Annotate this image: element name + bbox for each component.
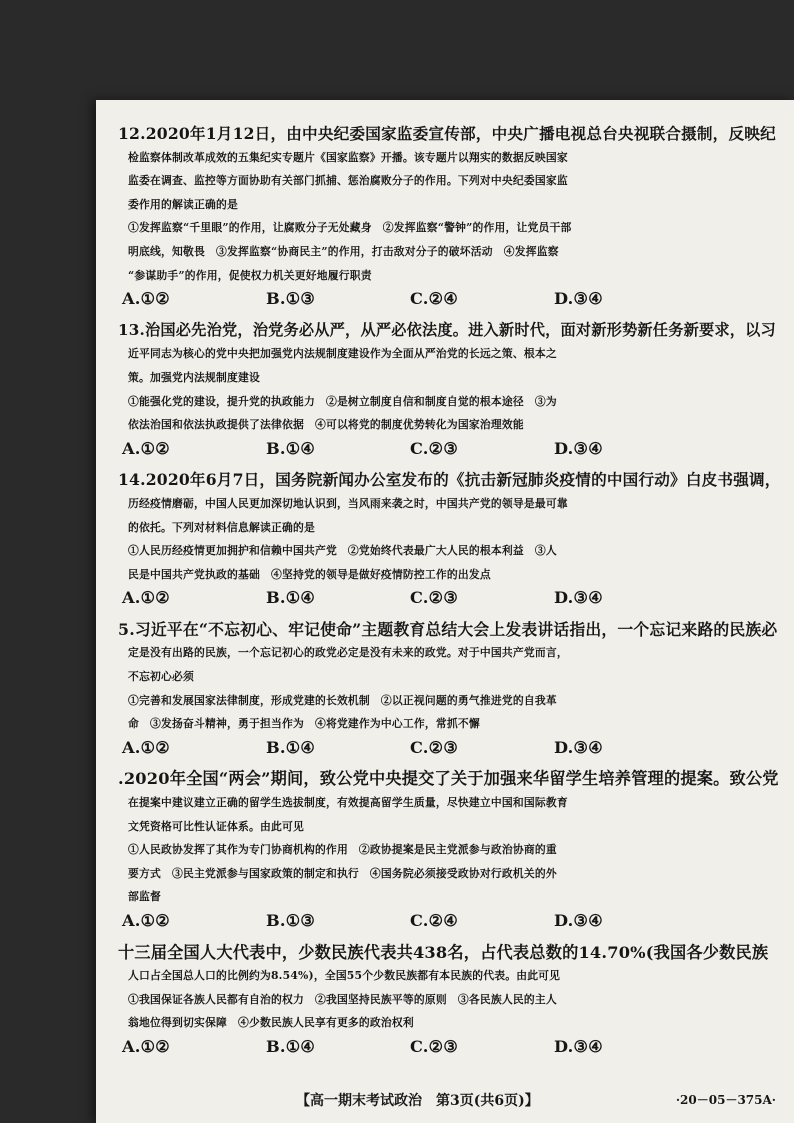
option-b: B.①③: [266, 911, 316, 930]
question-line: 部监督: [128, 890, 161, 904]
question-17: [118, 941, 782, 1059]
option-d: D.③④: [554, 911, 603, 930]
option-d: D.③④: [554, 1036, 603, 1056]
page-content: [118, 122, 782, 1059]
question-line: 民是中国共产党执政的基础 ④坚持党的领导是做好疫情防控工作的出发点: [128, 567, 491, 581]
option-b: B.①④: [266, 438, 316, 458]
option-a: A.①②: [122, 1036, 171, 1056]
question-line: .2020年全国“两会”期间，致公党中央提交了关于加强来华留学生培养管理的提案。致公党: [118, 769, 779, 789]
question-line: 在提案中建议建立正确的留学生选拔制度，有效提高留学生质量，尽快建立中国和国际教育: [128, 796, 568, 810]
option-b: B.①④: [266, 1036, 316, 1056]
option-a: A.①②: [122, 588, 171, 608]
question-line: 历经疫情磨砺，中国人民更加深切地认识到，当风雨来袭之时，中国共产党的领导是最可靠: [128, 496, 568, 510]
option-a: A.①②: [122, 289, 171, 309]
option-c: C.②④: [410, 289, 459, 309]
question-line: 命 ③发扬奋斗精神，勇于担当作为 ④将党建作为中心工作，常抓不懈: [128, 717, 480, 731]
question-line: 明底线，知敬畏 ③发挥监察“协商民主”的作用，打击敌对分子的破坏活动 ④发挥监察: [128, 244, 559, 258]
question-line: ①能强化党的建设，提升党的执政能力 ②是树立制度自信和制度自觉的根本途径 ③为: [128, 394, 557, 408]
option-a: A.①②: [122, 737, 171, 757]
question-line: 依法治国和依法执政提供了法律依据 ④可以将党的制度优势转化为国家治理效能: [128, 418, 524, 432]
option-c: C.②③: [410, 438, 459, 458]
question-line: 5.习近平在“不忘初心、牢记使命”主题教育总结大会上发表讲话指出，一个忘记来路的民族必: [118, 619, 778, 639]
question-line: 的依托。下列对材料信息解读正确的是: [128, 520, 315, 534]
option-b: B.①④: [266, 737, 316, 757]
question-line: “参谋助手”的作用，促使权力机关更好地履行职责: [128, 268, 372, 282]
option-c: C.②③: [410, 1036, 459, 1056]
answer-options: [118, 437, 782, 461]
question-line: 14.2020年6月7日，国务院新闻办公室发布的《抗击新冠肺炎疫情的中国行动》白皮书强调，: [118, 470, 781, 490]
question-line: 文凭资格可比性认证体系。由此可见: [128, 819, 304, 833]
option-c: C.②③: [410, 588, 459, 608]
question-line: ①人民政协发挥了其作为专门协商机构的作用 ②政协提案是民主党派参与政治协商的重: [128, 843, 557, 857]
answer-options: [118, 736, 782, 760]
question-line: 策。加强党内法规制度建设: [128, 370, 260, 384]
option-a: A.①②: [122, 911, 171, 930]
question-16: [118, 767, 782, 932]
question-line: 翁地位得到切实保障 ④少数民族人民享有更多的政治权利: [128, 1016, 414, 1030]
question-14: [118, 468, 782, 610]
answer-options: [118, 1035, 782, 1059]
option-c: C.②④: [410, 911, 459, 930]
question-12: [118, 122, 782, 311]
question-line: 十三届全国人大代表中，少数民族代表共438名，占代表总数的14.70%(我国各少数民族: [118, 942, 769, 962]
question-line: ①发挥监察“千里眼”的作用，让腐败分子无处藏身 ②发挥监察“警钟”的作用，让党员干部: [128, 221, 572, 235]
question-line: 不忘初心必须: [128, 670, 194, 684]
question-line: 检监察体制改革成效的五集纪实专题片《国家监察》开播。该专题片以翔实的数据反映国家: [128, 150, 568, 164]
question-15: [118, 618, 782, 760]
footer-page-info: 【高一期末考试政治 第3页(共6页)】: [296, 1093, 539, 1109]
question-line: ①我国保证各族人民都有自治的权力 ②我国坚持民族平等的原则 ③各民族人民的主人: [128, 992, 557, 1006]
option-d: D.③④: [554, 737, 603, 757]
option-b: B.①③: [266, 289, 316, 309]
answer-options: [118, 586, 782, 610]
answer-options: [118, 287, 782, 311]
question-line: 人口占全国总人口的比例约为8.54%)，全国55个少数民族都有本民族的代表。由此可见: [128, 969, 561, 983]
question-line: 监委在调查、监控等方面协助有关部门抓捕、惩治腐败分子的作用。下列对中央纪委国家监: [128, 174, 568, 188]
question-line: 13.治国必先治党，治党务必从严，从严必依法度。进入新时代，面对新形势新任务新要求，以习: [118, 320, 776, 339]
option-d: D.③④: [554, 438, 603, 458]
question-line: ①完善和发展国家法律制度，形成党建的长效机制 ②以正视问题的勇气推进党的自我革: [128, 693, 557, 707]
option-d: D.③④: [554, 588, 603, 608]
question-line: 委作用的解读正确的是: [128, 197, 238, 211]
question-line: 定是没有出路的民族，一个忘记初心的政党必定是没有未来的政党。对于中国共产党而言，: [128, 646, 568, 660]
option-d: D.③④: [554, 289, 603, 309]
question-line: 12.2020年1月12日，由中央纪委国家监委宣传部，中央广播电视总台央视联合摄制，反映纪: [118, 124, 776, 143]
page-footer: [96, 1088, 794, 1112]
question-line: 近平同志为核心的党中央把加强党内法规制度建设作为全面从严治党的长远之策、根本之: [128, 347, 557, 361]
question-line: ①人民历经疫情更加拥护和信赖中国共产党 ②党始终代表最广大人民的根本利益 ③人: [128, 544, 557, 558]
option-b: B.①④: [266, 588, 316, 608]
question-13: [118, 319, 782, 461]
option-c: C.②③: [410, 737, 459, 757]
footer-exam-code: ·20－05－375A·: [675, 1093, 776, 1107]
question-line: 要方式 ③民主党派参与国家政策的制定和执行 ④国务院必须接受政协对行政机关的外: [128, 866, 557, 880]
answer-options: [118, 909, 782, 933]
option-a: A.①②: [122, 438, 171, 458]
